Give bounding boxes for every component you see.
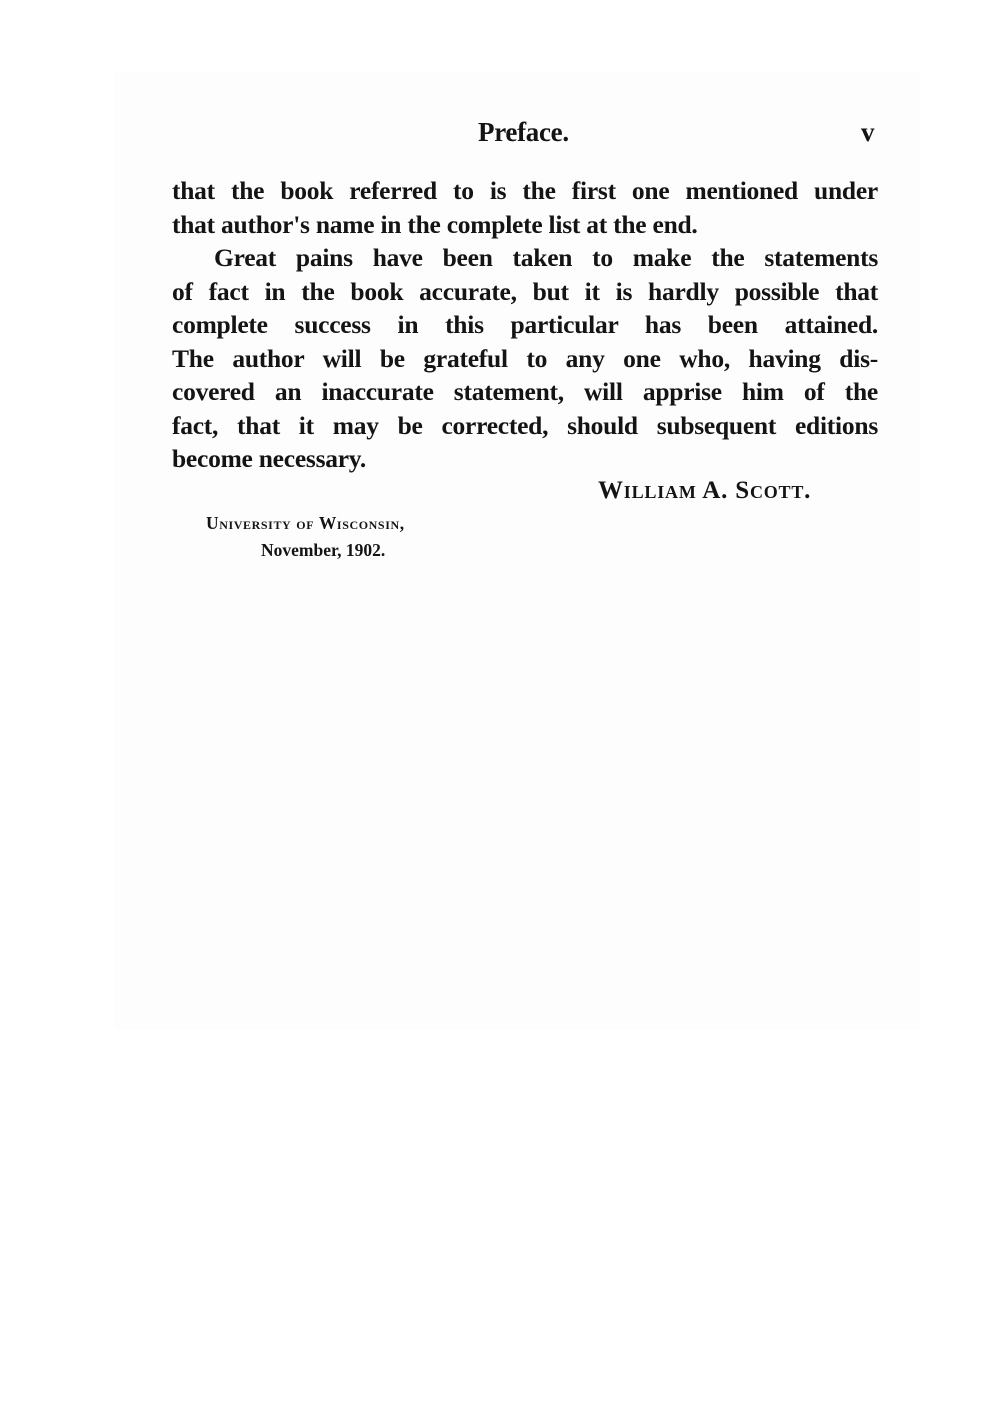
text-line: Great pains have been taken to make the statements [214,243,878,272]
author-signature: William A. Scott. [598,477,812,504]
imprint-place: University of Wisconsin, [206,513,405,533]
imprint [206,510,405,564]
running-head [0,112,1000,152]
text-line: that author's name in the complete list at the end. [172,209,698,239]
imprint-date: November, 1902. [261,540,386,560]
paragraph-continuation [172,174,878,241]
text-line: become necessary. [172,444,367,473]
text-line: The author will be grateful to any one who, having dis- [172,343,878,373]
page-number: v [861,117,875,147]
paragraph-accuracy [172,241,878,476]
text-line: that the book referred to is the first one mentioned under [172,176,878,205]
body-text [172,174,878,476]
text-line: complete success in this particular has been attained. [172,310,878,339]
text-line: fact, that it may be corrected, should subsequent editions [172,410,878,440]
page-title: Preface. [478,117,569,147]
text-line: of fact in the book accurate, but it is hardly possible that [172,276,878,306]
text-line: covered an inaccurate statement, will apprise him of the [172,377,878,406]
